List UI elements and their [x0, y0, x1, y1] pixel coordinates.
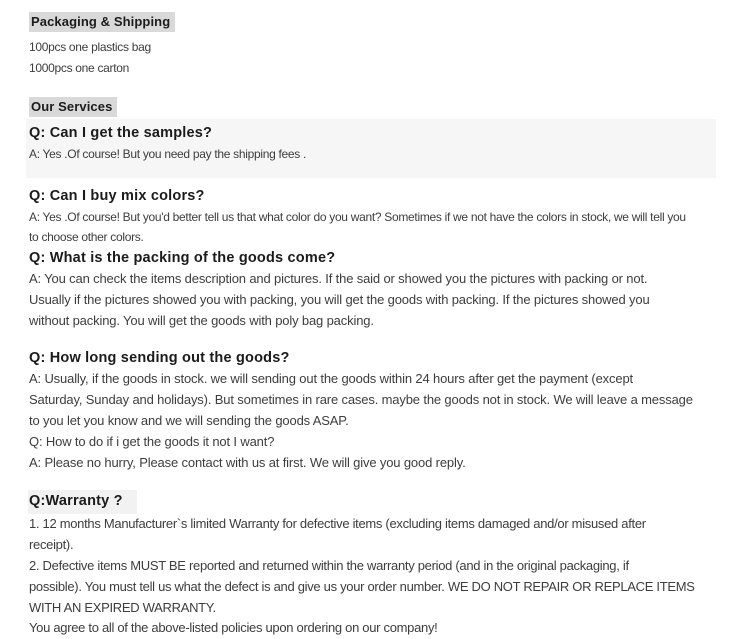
faq-question: [29, 490, 750, 514]
faq-answer-line: Usually if the pictures showed you with packing, you will get the goods with packing. If the pictures showed you: [29, 291, 650, 307]
faq-item-warranty: [29, 490, 750, 639]
packaging-detail-line: 1000pcs one carton: [29, 60, 130, 75]
faq-item-shipping-time: [29, 348, 750, 473]
faq-answer-line: to choose other colors.: [29, 230, 144, 245]
faq-answer-line: A: Yes .Of course! But you need pay the shipping fees .: [29, 147, 307, 161]
faq-sub-answer-line: A: Please no hurry, Please contact with us at first. We will give you good reply.: [29, 454, 466, 470]
warranty-question-highlight: Q:Warranty ?: [28, 490, 137, 514]
warranty-term-line: possible). You must tell us what the defect is and give us your order number. WE DO NOT REPAIR OR REPLACE ITEMS: [29, 578, 695, 594]
faq-answer-line: A: You can check the items description and pictures. If the said or showed you the pictures with packing or not.: [29, 271, 648, 287]
faq-item-mix-colors: [29, 186, 750, 249]
faq-answer-line: to you let you know and we will sending the goods ASAP.: [29, 413, 349, 429]
packaging-detail-line: 100pcs one plastics bag: [29, 40, 151, 54]
warranty-term-line: 2. Defective items MUST BE reported and returned within the warranty period (and in the original packaging, if: [29, 558, 629, 574]
faq-sub-question-line: Q: How to do if i get the goods it not I want?: [29, 433, 275, 449]
warranty-term-line: WITH AN EXPIRED WARRANTY.: [29, 599, 216, 615]
warranty-term-line: receipt).: [29, 537, 74, 553]
faq-answer-line: without packing. You will get the goods with poly bag packing.: [29, 312, 374, 328]
faq-item-samples: [26, 119, 716, 178]
packaging-shipping-heading: Packaging & Shipping: [29, 12, 175, 32]
policy-agreement-line: You agree to all of the above-listed policies upon ordering on our company!: [29, 620, 438, 636]
packaging-details: [29, 37, 750, 78]
our-services-section-header: [29, 97, 750, 117]
our-services-heading: Our Services: [29, 97, 117, 117]
faq-answer-line: Saturday, Sunday and holidays). But sometimes in rare cases. maybe the goods not in stock. We will leave a message: [29, 392, 693, 408]
faq-answer-line: A: Yes .Of course! But you'd better tell us that what color do you want? Sometimes if we not have the colors in stock, we will tell you: [29, 209, 686, 224]
faq-answer-line: A: Usually, if the goods in stock. we will sending out the goods within 24 hours after get the payment (except: [29, 371, 633, 387]
faq-question: Q: What is the packing of the goods come?: [29, 250, 336, 267]
faq-question: Q: Can I get the samples?: [29, 125, 213, 141]
warranty-term-line: 1. 12 months Manufacturer`s limited Warranty for defective items (excluding items damaged and/or misused after: [29, 516, 646, 532]
faq-question: Q: How long sending out the goods?: [29, 350, 290, 367]
faq-item-packing: [29, 248, 750, 331]
faq-question: Q: Can I buy mix colors?: [29, 187, 205, 204]
packaging-shipping-section: [29, 12, 750, 78]
